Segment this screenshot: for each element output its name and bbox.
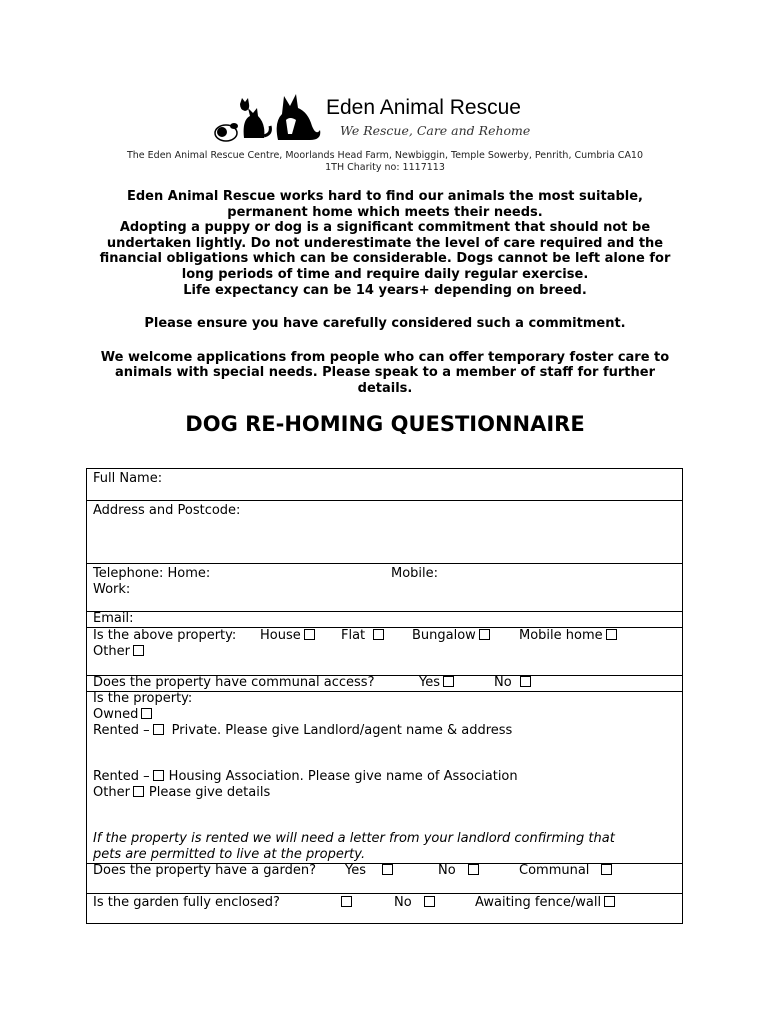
org-name: Eden Animal Rescue [326, 96, 521, 119]
centre-address [90, 150, 680, 173]
rented-ha-option[interactable] [93, 769, 518, 785]
garden-question: Does the property have a garden? [93, 863, 316, 878]
intro-paragraph: Life expectancy can be 14 years+ depending on breed. [183, 282, 587, 298]
rented-private-option[interactable] [93, 723, 512, 739]
telephone-row[interactable] [87, 564, 682, 612]
awaiting-fence-option[interactable] [475, 895, 615, 911]
no-label: No [438, 863, 456, 878]
property-type-row [87, 628, 682, 676]
no-label: No [394, 895, 412, 910]
other-details-checkbox[interactable] [133, 786, 144, 797]
full-name-row[interactable] [87, 469, 682, 501]
mobile-home-option[interactable] [519, 628, 617, 644]
logo [212, 86, 562, 146]
email-label: Email: [93, 611, 134, 626]
communal-access-question: Does the property have communal access? [93, 675, 375, 690]
house-option[interactable] [260, 628, 315, 644]
rented-ha-prefix: Rented – [93, 769, 150, 784]
garden-yes-option[interactable] [345, 863, 393, 879]
owned-label: Owned [93, 707, 139, 722]
page-title: DOG RE-HOMING QUESTIONNAIRE [185, 412, 585, 436]
intro-paragraph: We welcome applications from people who can offer temporary foster care to animals with special needs. Please speak to a member of staff for further details. [100, 349, 670, 396]
rented-private-text: Private. Please give Landlord/agent name & address [171, 723, 513, 738]
rented-note: If the property is rented we will need a letter from your landlord confirming that [93, 831, 615, 846]
enclosed-no-checkbox[interactable] [424, 896, 435, 907]
intro-paragraph: Adopting a puppy or dog is a significant commitment that should not be undertaken lightly. Do not underestimate the level of care required and the financial obligations which can be considerable. Dogs cannot be left alone for long periods of time and require daily regular exercise. [99, 220, 671, 282]
animals-logo-icon [212, 86, 324, 146]
enclosed-question: Is the garden fully enclosed? [93, 895, 280, 910]
garden-communal-checkbox[interactable] [601, 864, 612, 875]
address-row[interactable] [87, 501, 682, 564]
tagline: We Rescue, Care and Rehome [340, 123, 531, 138]
bungalow-option[interactable] [412, 628, 490, 644]
flat-option[interactable] [341, 628, 384, 644]
house-label: House [260, 628, 301, 643]
owned-checkbox[interactable] [141, 708, 152, 719]
yes-label: Yes [345, 863, 366, 878]
other-details-prefix: Other [93, 785, 130, 800]
tenure-row [87, 692, 682, 864]
communal-label: Communal [519, 863, 590, 878]
flat-label: Flat [341, 628, 366, 643]
rented-private-checkbox[interactable] [153, 724, 164, 735]
communal-no-option[interactable] [494, 675, 531, 691]
other-option[interactable] [93, 644, 144, 660]
no-label: No [494, 675, 512, 690]
intro-paragraph: Eden Animal Rescue works hard to find our animals the most suitable, permanent home which meets their needs. [126, 189, 643, 220]
is-property-label: Is the property: [93, 691, 193, 706]
rented-ha-checkbox[interactable] [153, 770, 164, 781]
enclosed-yes-checkbox[interactable] [341, 896, 352, 907]
bungalow-checkbox[interactable] [479, 629, 490, 640]
full-name-label: Full Name: [93, 471, 163, 486]
house-checkbox[interactable] [304, 629, 315, 640]
address-label: Address and Postcode: [93, 503, 241, 518]
communal-yes-option[interactable] [419, 675, 454, 691]
mobile-home-checkbox[interactable] [606, 629, 617, 640]
rented-private-prefix: Rented – [93, 723, 150, 738]
work-label: Work: [93, 582, 131, 597]
bungalow-label: Bungalow [412, 628, 476, 643]
mobile-home-label: Mobile home [519, 628, 603, 643]
awaiting-fence-label: Awaiting fence/wall [475, 895, 602, 910]
communal-yes-checkbox[interactable] [443, 676, 454, 687]
questionnaire-form [86, 468, 683, 924]
garden-no-option[interactable] [438, 863, 479, 879]
other-label: Other [93, 644, 130, 659]
garden-yes-checkbox[interactable] [382, 864, 393, 875]
awaiting-fence-checkbox[interactable] [604, 896, 615, 907]
garden-communal-option[interactable] [519, 863, 612, 879]
property-type-question: Is the above property: [93, 628, 237, 643]
rented-note: pets are permitted to live at the property. [93, 847, 366, 862]
other-details-text: Please give details [148, 785, 271, 800]
charity-line: 1TH Charity no: 1117113 [325, 161, 445, 173]
mobile-label: Mobile: [391, 566, 439, 581]
email-row[interactable] [87, 612, 682, 628]
flat-checkbox[interactable] [373, 629, 384, 640]
other-checkbox[interactable] [133, 645, 144, 656]
other-details-option[interactable] [93, 785, 270, 801]
owned-option[interactable] [93, 707, 152, 723]
garden-row [87, 864, 682, 894]
address-line: The Eden Animal Rescue Centre, Moorlands Head Farm, Newbiggin, Temple Sowerby, Penrith, Cumbria CA10 [126, 150, 644, 161]
enclosed-no-option[interactable] [394, 895, 435, 911]
enclosed-yes-option[interactable] [345, 895, 352, 911]
intro-paragraph: Please ensure you have carefully considered such a commitment. [144, 316, 626, 332]
yes-label: Yes [419, 675, 440, 690]
intro-text [88, 189, 682, 397]
enclosed-row [87, 894, 682, 924]
telephone-home-label: Telephone: Home: [93, 566, 211, 581]
garden-no-checkbox[interactable] [468, 864, 479, 875]
communal-no-checkbox[interactable] [520, 676, 531, 687]
communal-access-row [87, 676, 682, 692]
rented-ha-text: Housing Association. Please give name of Association [168, 769, 518, 784]
